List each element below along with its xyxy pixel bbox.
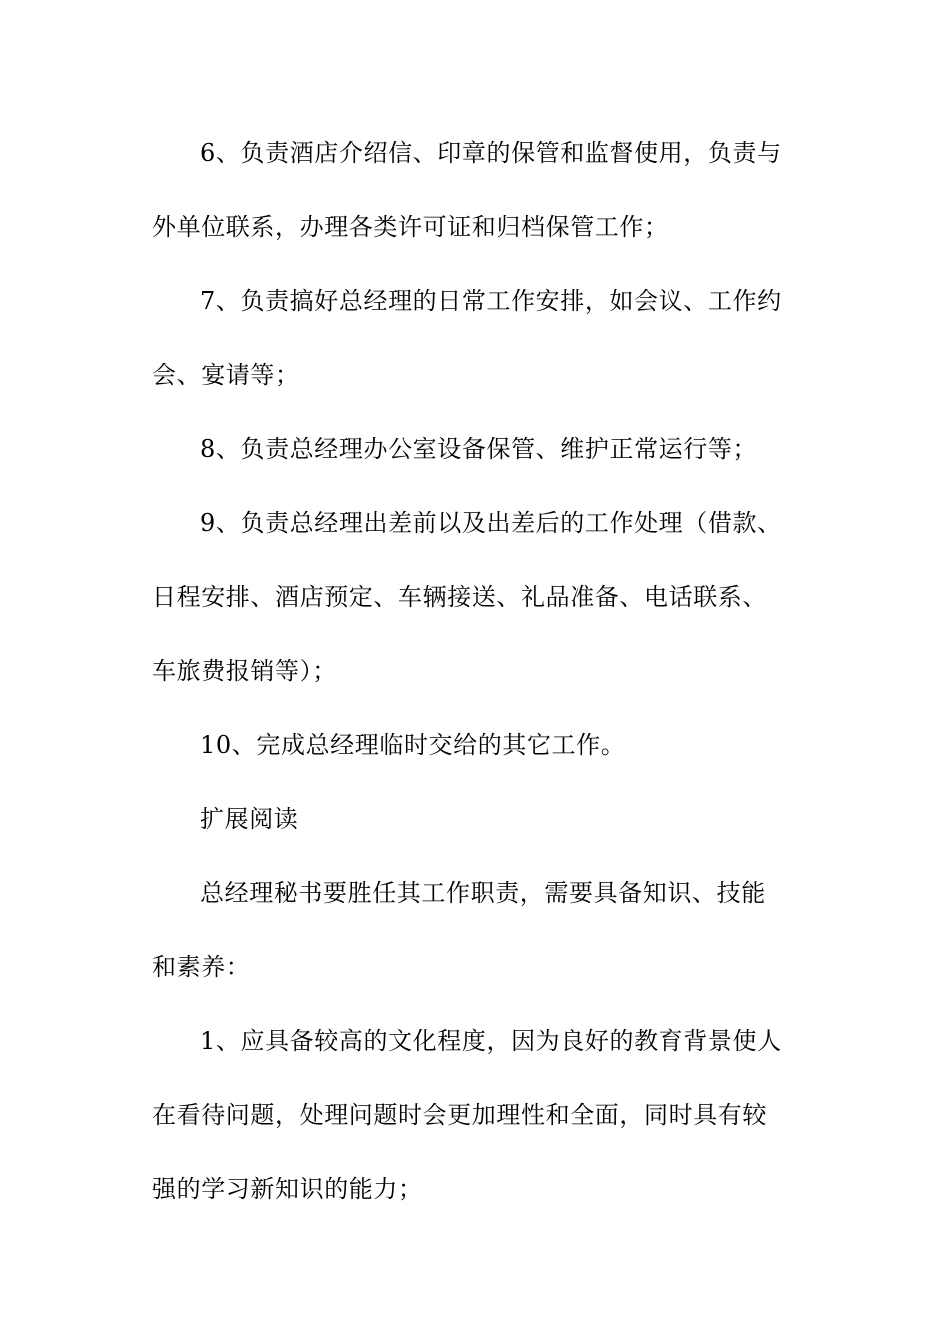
paragraph-item-6-line-2: 外单位联系，办理各类许可证和归档保管工作；: [152, 213, 669, 241]
paragraph-item-10: 10、完成总经理临时交给的其它工作。: [200, 731, 626, 759]
paragraph-skill-1-line-3: 强的学习新知识的能力；: [152, 1175, 423, 1203]
paragraph-skill-1-line-2: 在看待问题，处理问题时会更加理性和全面，同时具有较: [152, 1101, 767, 1129]
paragraph-intro-line-1: 总经理秘书要胜任其工作职责，需要具备知识、技能: [200, 879, 766, 907]
paragraph-intro-line-2: 和素养：: [152, 953, 251, 981]
paragraph-item-9-line-3: 车旅费报销等）；: [152, 657, 337, 685]
paragraph-item-6-line-1: 6、负责酒店介绍信、印章的保管和监督使用，负责与: [200, 139, 782, 167]
paragraph-item-9-line-2: 日程安排、酒店预定、车辆接送、礼品准备、电话联系、: [152, 583, 767, 611]
paragraph-item-7-line-1: 7、负责搞好总经理的日常工作安排，如会议、工作约: [200, 287, 782, 315]
section-heading-extended-reading: 扩展阅读: [200, 805, 299, 833]
paragraph-item-8: 8、负责总经理办公室设备保管、维护正常运行等；: [200, 435, 758, 463]
paragraph-skill-1-line-1: 1、应具备较高的文化程度，因为良好的教育背景使人: [200, 1027, 782, 1055]
paragraph-item-9-line-1: 9、负责总经理出差前以及出差后的工作处理（借款、: [200, 509, 782, 537]
paragraph-item-7-line-2: 会、宴请等；: [152, 361, 300, 389]
